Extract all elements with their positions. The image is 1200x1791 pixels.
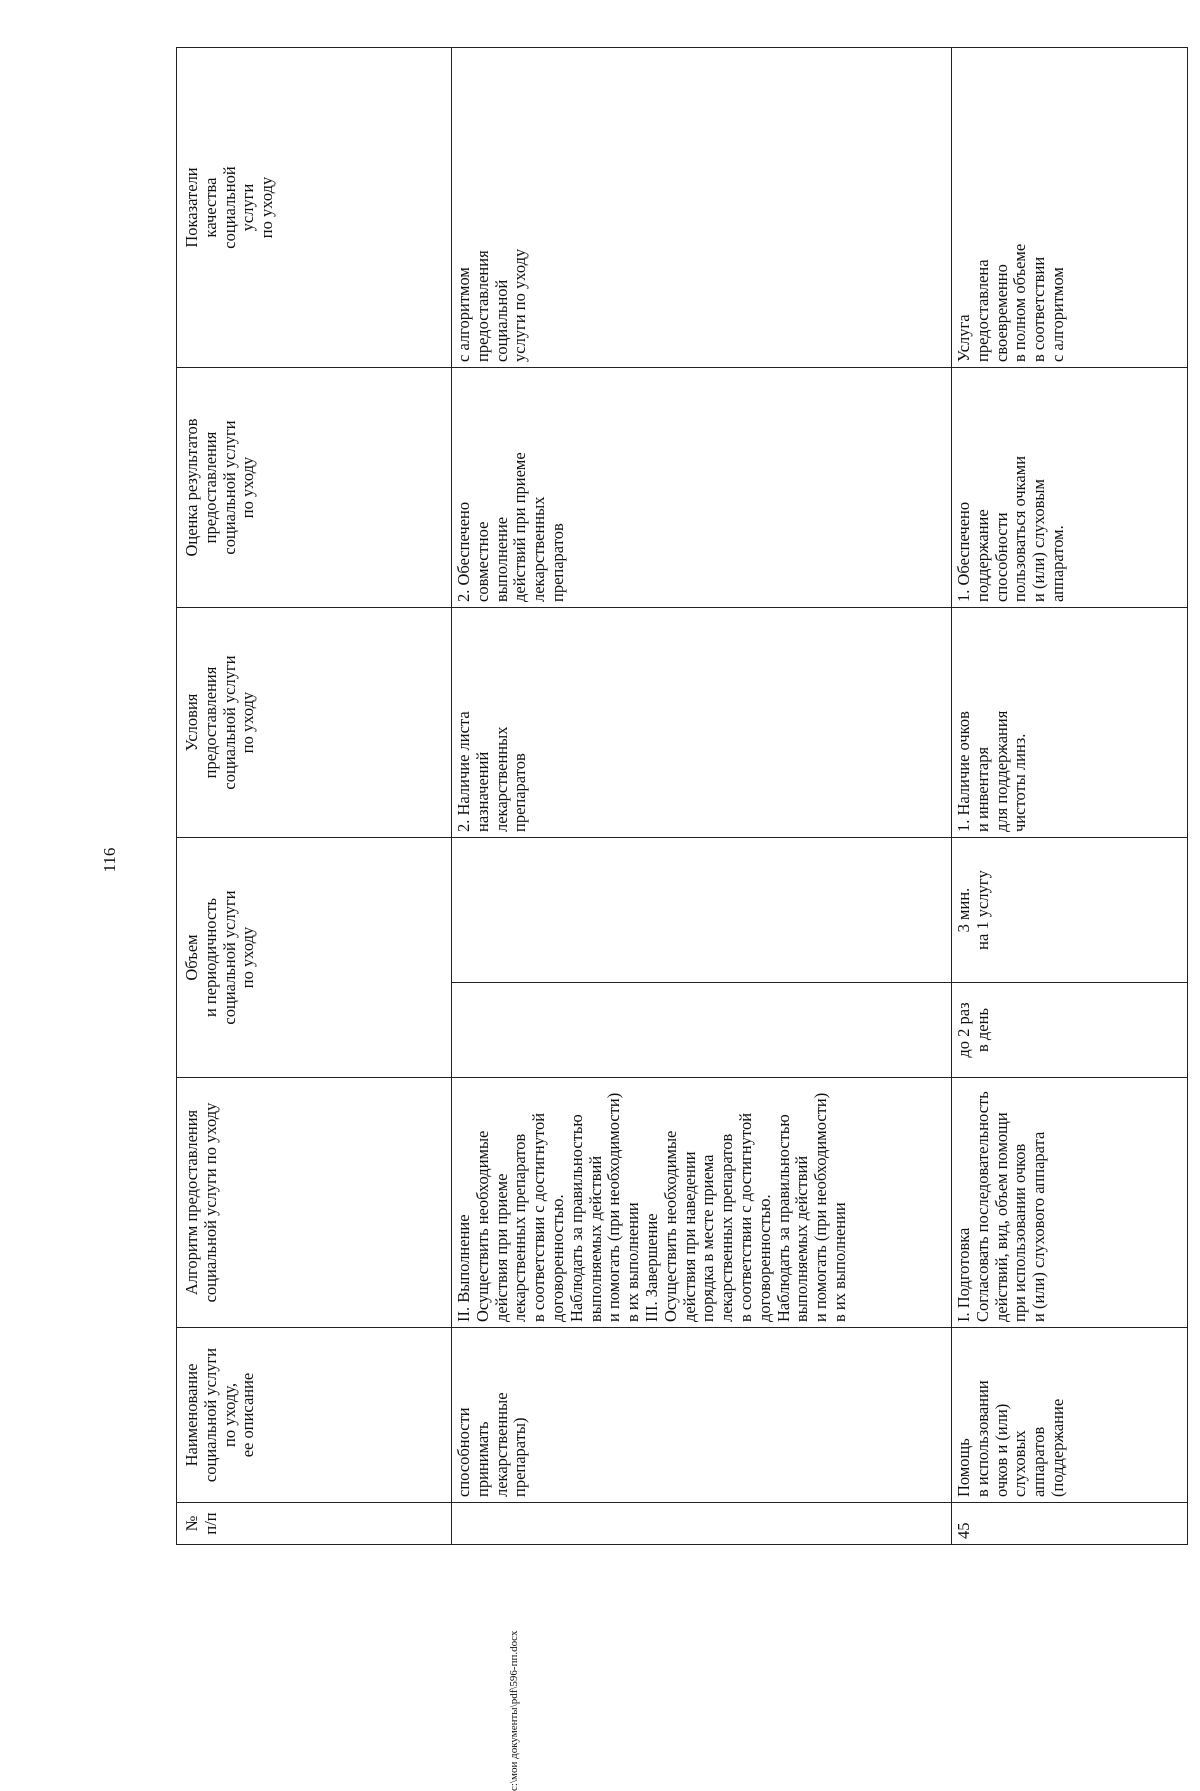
row1-volume-time — [452, 838, 952, 983]
row1-name: способности принимать лекарственные препараты) — [452, 1328, 952, 1503]
header-volume: Объем и периодичность социальной услуги по уходу — [177, 838, 452, 1078]
row1-evaluation: 2. Обеспечено совместное выполнение действий при приеме лекарственных препаратов — [452, 368, 952, 608]
services-table — [176, 47, 1188, 1545]
header-algorithm: Алгоритм предоставления социальной услуги по уходу — [177, 1078, 452, 1328]
footer-file-path: c:\мои документы\pdf\596-пп.docx — [508, 1630, 520, 1791]
row2-name: Помощь в использовании очков и (или) слуховых аппаратов (поддержание — [952, 1328, 1188, 1503]
row1-num — [452, 1503, 952, 1545]
row1-volume-frequency — [452, 983, 952, 1078]
row2-quality: Услуга предоставлена своевременно в полном объеме в соответствии с алгоритмом — [952, 48, 1188, 368]
row2-algorithm: I. Подготовка Согласовать последовательность действий, вид, объем помощи при использовании очков и (или) слухового аппарата — [952, 1078, 1188, 1328]
row2-volume-frequency: до 2 раз в день — [952, 983, 1188, 1078]
table-row — [452, 48, 952, 1545]
row2-evaluation: 1. Обеспечено поддержание способности пользоваться очками и (или) слуховым аппаратом. — [952, 368, 1188, 608]
row1-algorithm: II. Выполнение Осуществить необходимые действия при приеме лекарственных препаратов в соответствии с достигнутой договоренностью. Наблюдать за правильностью выполняемых действий и помогать (при необходимости) в их выполнении III. Завершение Осуществить необходимые действия при наведении порядка в месте приема лекарственных препаратов в соответствии с достигнутой договоренностью. Наблюдать за правильностью выполняемых действий и помогать (при необходимости) в их выполнении — [452, 1078, 952, 1328]
rotated-table-container — [176, 48, 1188, 1545]
row2-conditions: 1. Наличие очков и инвентаря для поддержания чистоты линз. — [952, 608, 1188, 838]
page-number: 116 — [100, 847, 119, 873]
header-quality: Показатели качества социальной услуги по уходу — [177, 48, 452, 368]
row2-num: 45 — [952, 1503, 1188, 1545]
header-num: № п/п — [177, 1503, 452, 1545]
header-evaluation: Оценка результатов предоставления социальной услуги по уходу — [177, 368, 452, 608]
row1-quality: с алгоритмом предоставления социальной услуги по уходу — [452, 48, 952, 368]
row2-volume-time: 3 мин. на 1 услугу — [952, 838, 1188, 983]
header-name: Наименование социальной услуги по уходу, ее описание — [177, 1328, 452, 1503]
row1-conditions: 2. Наличие листа назначений лекарственных препаратов — [452, 608, 952, 838]
table-header-row — [177, 48, 452, 1545]
header-conditions: Условия предоставления социальной услуги по уходу — [177, 608, 452, 838]
table-row — [952, 48, 1188, 1545]
